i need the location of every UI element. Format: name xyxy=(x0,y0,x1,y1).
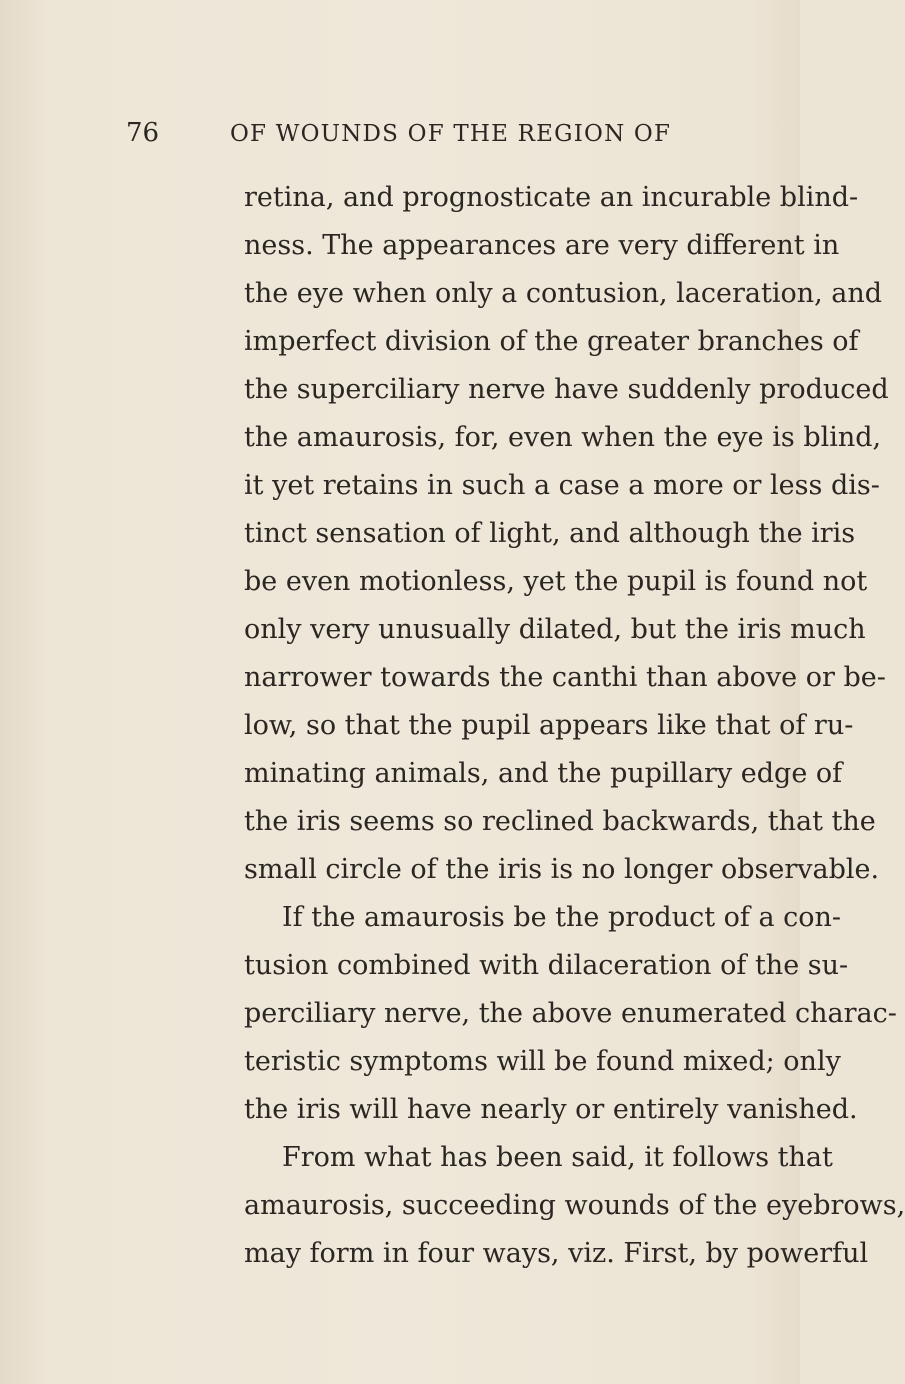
text-line: narrower towards the canthi than above or be- xyxy=(244,662,886,693)
page-number: 76 xyxy=(126,118,160,148)
text-line: imperfect division of the greater branches of xyxy=(244,326,859,357)
text-line: the superciliary nerve have suddenly produced xyxy=(244,374,889,405)
text-line: the eye when only a contusion, laceration, and xyxy=(244,278,883,309)
text-line: tinct sensation of light, and although the iris xyxy=(244,518,856,549)
text-line: retina, and prognosticate an incurable blind- xyxy=(244,182,859,213)
text-line: tusion combined with dilaceration of the su- xyxy=(244,950,849,981)
text-line: only very unusually dilated, but the iris much xyxy=(244,614,866,645)
running-head xyxy=(126,118,746,152)
text-line: amaurosis, succeeding wounds of the eyebrows, xyxy=(244,1190,905,1221)
running-head-title: OF WOUNDS OF THE REGION OF xyxy=(230,121,672,147)
text-line: the iris seems so reclined backwards, that the xyxy=(244,806,876,837)
text-line: the iris will have nearly or entirely vanished. xyxy=(244,1094,858,1125)
text-line: teristic symptoms will be found mixed; only xyxy=(244,1046,841,1077)
text-line: perciliary nerve, the above enumerated charac- xyxy=(244,998,897,1029)
paragraph-first-line: If the amaurosis be the product of a con- xyxy=(282,902,842,933)
text-line: low, so that the pupil appears like that of ru- xyxy=(244,710,854,741)
text-line: the amaurosis, for, even when the eye is blind, xyxy=(244,422,882,453)
text-line: ness. The appearances are very different in xyxy=(244,230,840,261)
text-line: may form in four ways, viz. First, by powerful xyxy=(244,1238,869,1269)
text-line: minating animals, and the pupillary edge of xyxy=(244,758,843,789)
text-line: be even motionless, yet the pupil is found not xyxy=(244,566,868,597)
paragraph-first-line: From what has been said, it follows that xyxy=(282,1142,833,1173)
text-line: it yet retains in such a case a more or less dis- xyxy=(244,470,880,501)
text-line: small circle of the iris is no longer observable. xyxy=(244,854,880,885)
